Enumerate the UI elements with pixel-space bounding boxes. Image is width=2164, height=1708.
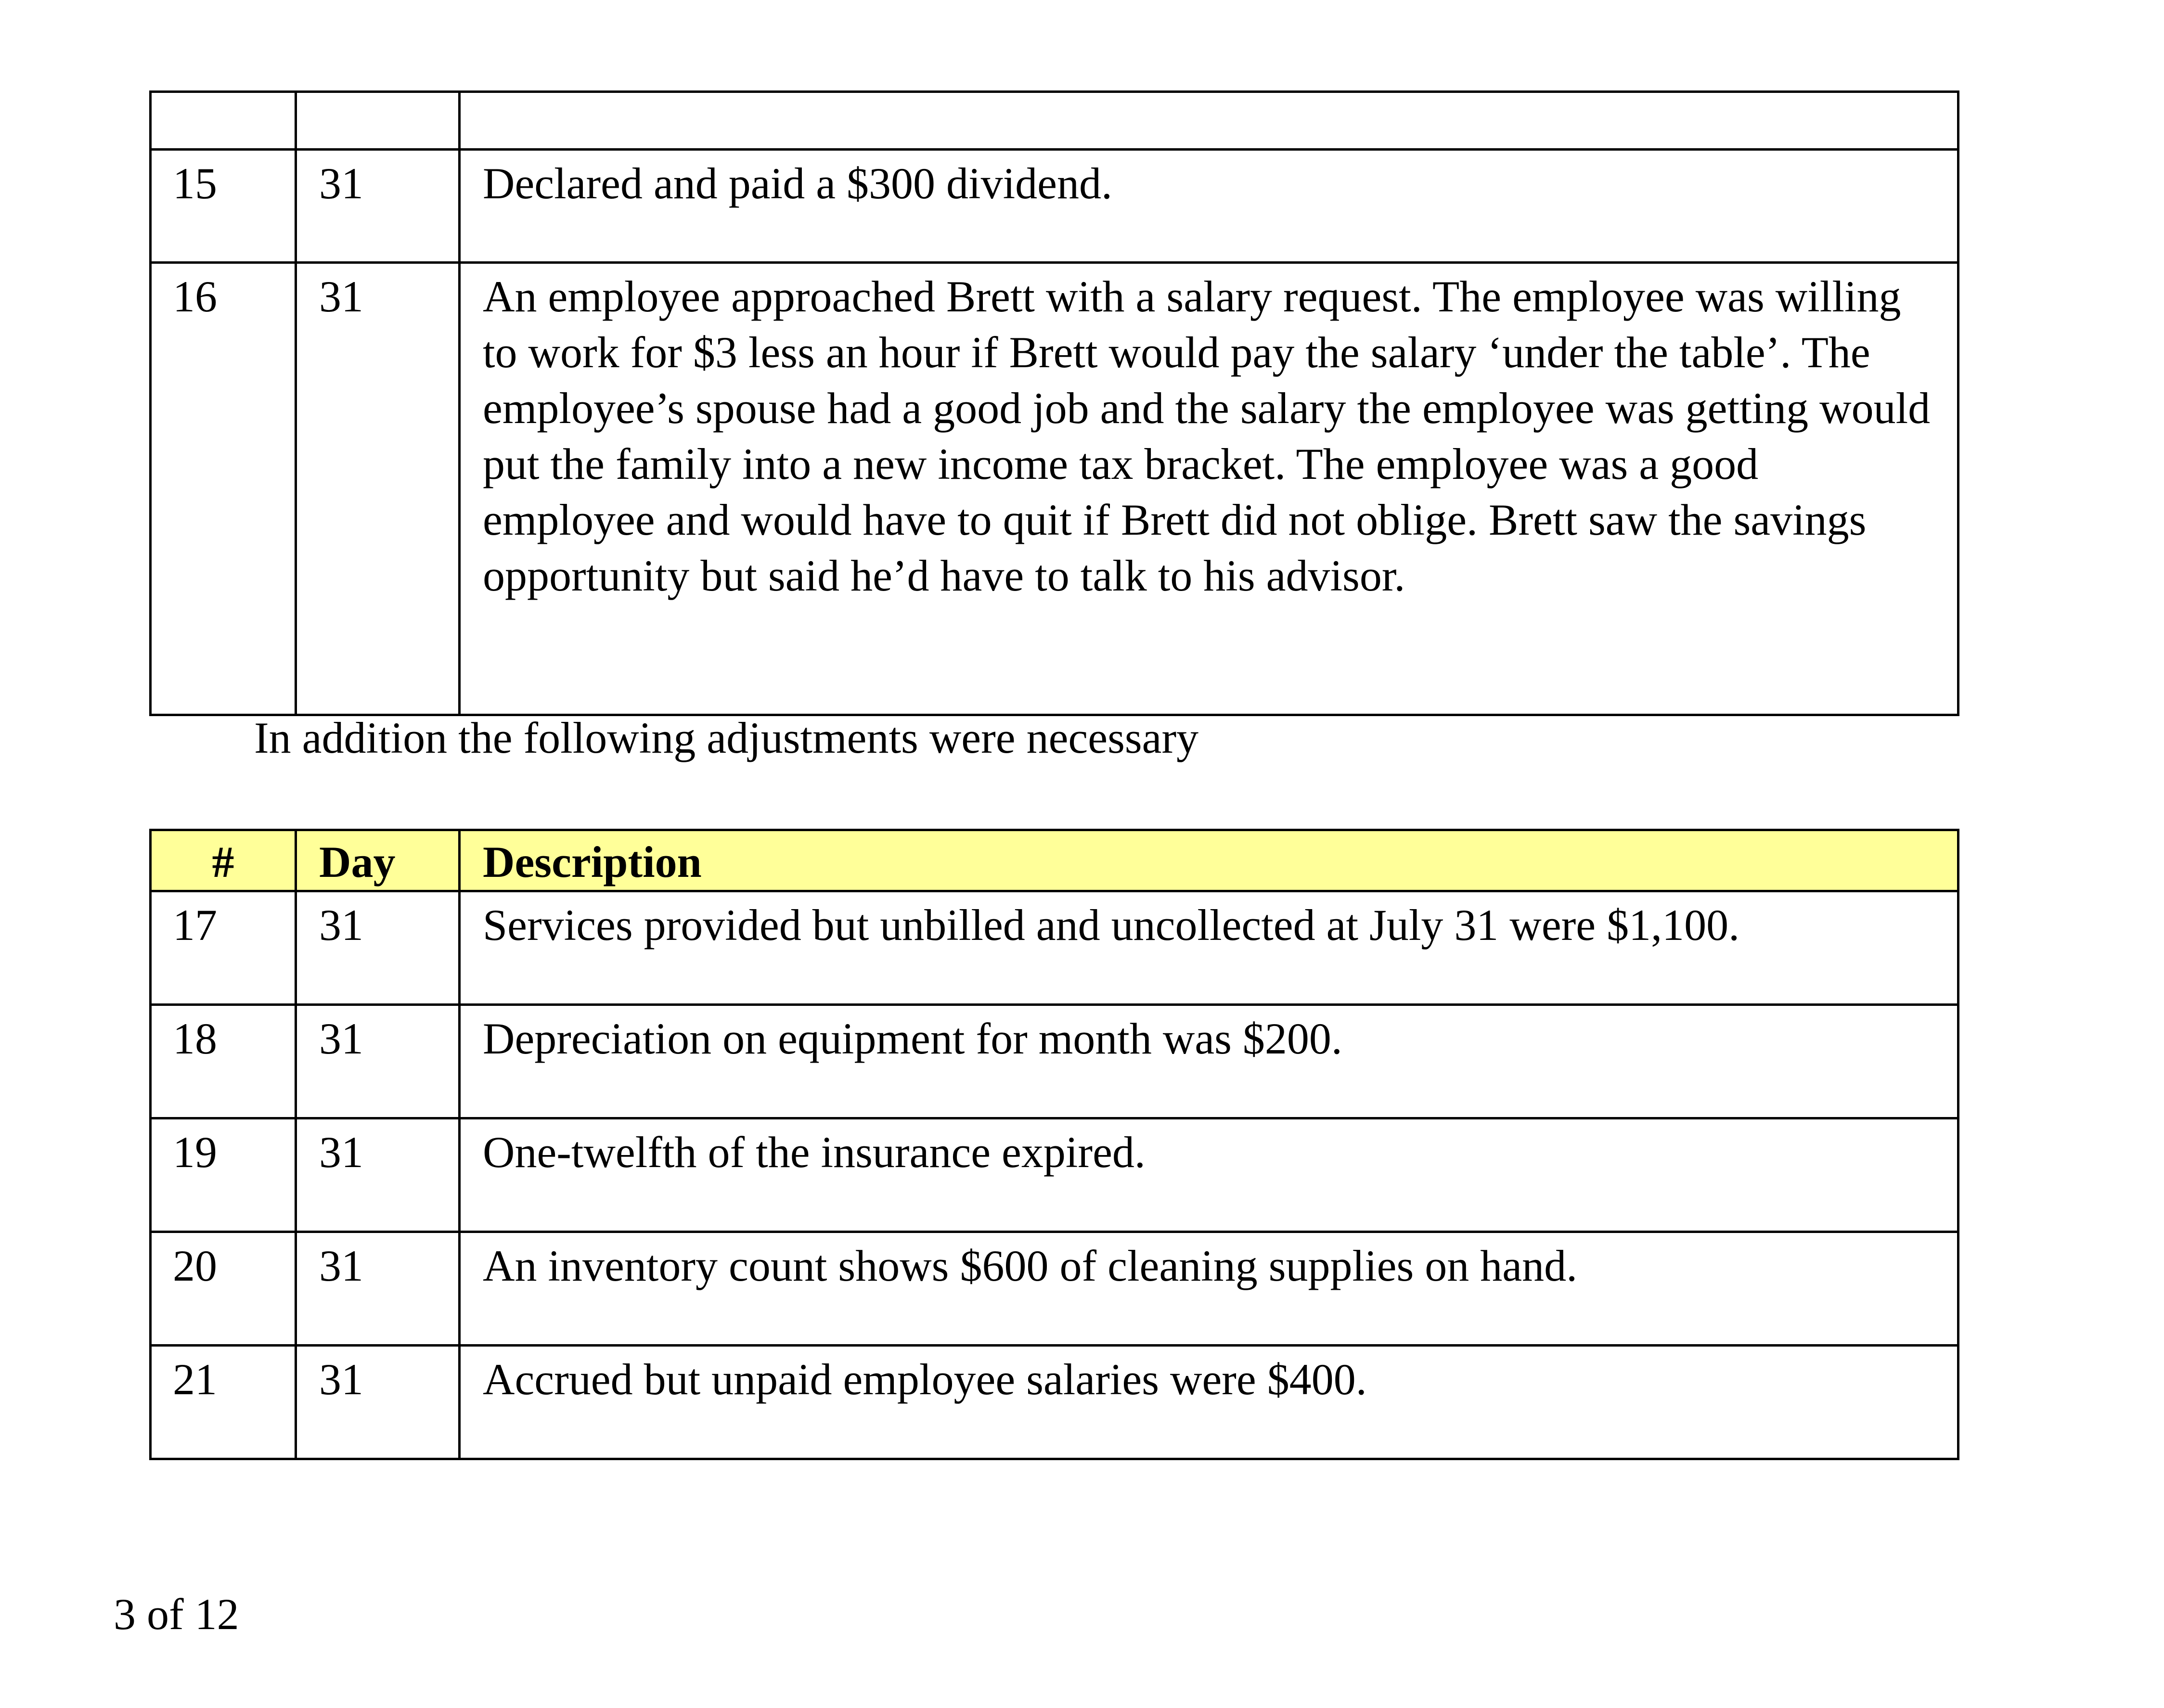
table-header-row bbox=[151, 830, 1958, 891]
header-number: # bbox=[151, 830, 296, 891]
row-number: 19 bbox=[151, 1118, 296, 1232]
row-day: 31 bbox=[296, 1005, 460, 1118]
row-description: Declared and paid a $300 dividend. bbox=[460, 150, 1958, 263]
blank-cell-day bbox=[296, 92, 460, 150]
table-row bbox=[151, 891, 1958, 1005]
header-description: Description bbox=[460, 830, 1958, 891]
table-row bbox=[151, 1118, 1958, 1232]
row-description: Accrued but unpaid employee salaries were $400. bbox=[460, 1346, 1958, 1459]
blank-cell-description bbox=[460, 92, 1958, 150]
row-day: 31 bbox=[296, 1232, 460, 1346]
header-day: Day bbox=[296, 830, 460, 891]
row-number: 21 bbox=[151, 1346, 296, 1459]
row-day: 31 bbox=[296, 263, 460, 715]
row-description: Services provided but unbilled and uncollected at July 31 were $1,100. bbox=[460, 891, 1958, 1005]
adjustments-table bbox=[149, 829, 1959, 1460]
row-number: 15 bbox=[151, 150, 296, 263]
row-number: 16 bbox=[151, 263, 296, 715]
table-row bbox=[151, 1005, 1958, 1118]
row-day: 31 bbox=[296, 891, 460, 1005]
row-number: 18 bbox=[151, 1005, 296, 1118]
table-row bbox=[151, 1232, 1958, 1346]
adjustments-intro-text: In addition the following adjustments were necessary bbox=[254, 713, 1199, 762]
row-number: 20 bbox=[151, 1232, 296, 1346]
row-number: 17 bbox=[151, 891, 296, 1005]
row-description: An inventory count shows $600 of cleaning supplies on hand. bbox=[460, 1232, 1958, 1346]
row-day: 31 bbox=[296, 150, 460, 263]
row-description: One-twelfth of the insurance expired. bbox=[460, 1118, 1958, 1232]
row-day: 31 bbox=[296, 1118, 460, 1232]
table-row-blank bbox=[151, 92, 1958, 150]
page-number: 3 of 12 bbox=[114, 1590, 239, 1639]
row-day: 31 bbox=[296, 1346, 460, 1459]
blank-cell-num bbox=[151, 92, 296, 150]
table-row bbox=[151, 150, 1958, 263]
row-description: An employee approached Brett with a salary request. The employee was willing to work for $3 less an hour if Brett would pay the salary ‘under the table’. The employee’s spouse had a good job and the salary the employee was getting would put the family into a new income tax bracket. The employee was a good employee and would have to quit if Brett did not oblige. Brett saw the savings opportunity but said he’d have to talk to his advisor. bbox=[460, 263, 1958, 715]
transactions-table-continued bbox=[149, 90, 1959, 716]
row-description: Depreciation on equipment for month was $200. bbox=[460, 1005, 1958, 1118]
table-row bbox=[151, 1346, 1958, 1459]
table-row bbox=[151, 263, 1958, 715]
